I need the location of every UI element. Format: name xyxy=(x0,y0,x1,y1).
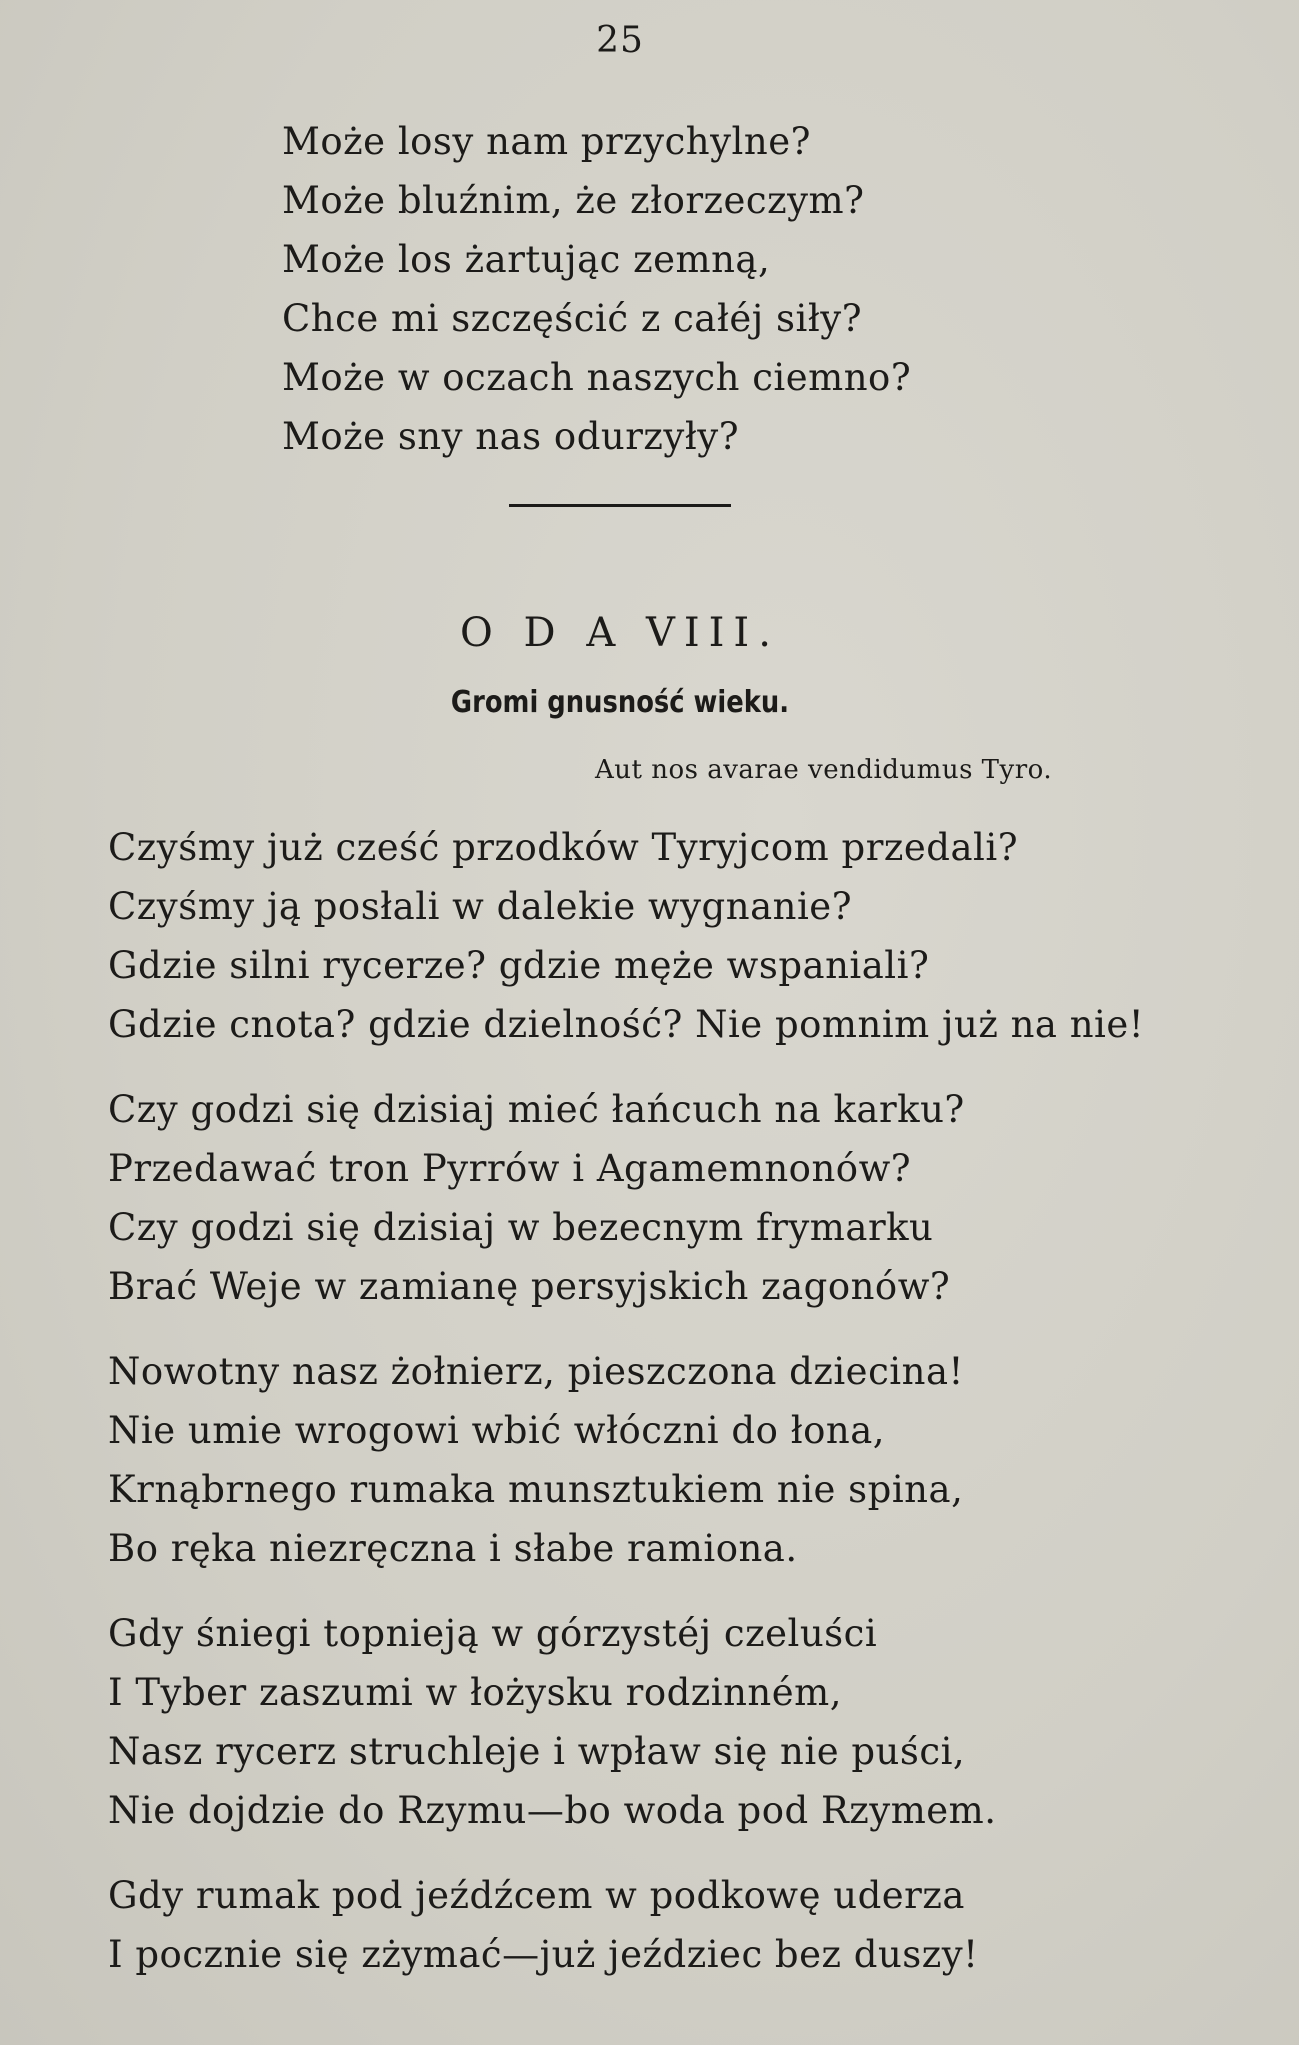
top-stanza xyxy=(282,112,911,466)
verse-line: Nasz rycerz struchleje i wpław się nie puści, xyxy=(108,1730,966,1773)
stanza xyxy=(108,1080,1228,1316)
verse-line: Czy godzi się dzisiaj w bezecnym frymarku xyxy=(108,1206,934,1249)
verse-line: Może losy nam przychylne? xyxy=(282,120,811,163)
verse-line: Może sny nas odurzyły? xyxy=(282,415,740,458)
verse-line: Może los żartując zemną, xyxy=(282,238,771,281)
stanza xyxy=(108,1604,1228,1840)
verse-line: Nie umie wrogowi wbić włóczni do łona, xyxy=(108,1409,886,1452)
verse-line: Chce mi szczęścić z całéj siły? xyxy=(282,297,863,340)
verse-line: Może bluźnim, że złorzeczym? xyxy=(282,179,865,222)
verse-line: Czyśmy już cześć przodków Tyryjcom przedali? xyxy=(108,826,1019,869)
verse-line: I pocznie się zżymać—już jeździec bez duszy! xyxy=(108,1933,979,1976)
verse-line: I Tyber zaszumi w łożysku rodzinném, xyxy=(108,1671,843,1714)
verse-line: Gdzie cnota? gdzie dzielność? Nie pomnim już na nie! xyxy=(108,1003,1145,1046)
stanza xyxy=(108,1342,1228,1578)
verse-line: Nie dojdzie do Rzymu—bo woda pod Rzymem. xyxy=(108,1789,997,1832)
epigraph: Aut nos avarae vendidumus Tyro. xyxy=(595,755,1053,785)
ode-title: O D A VIII. xyxy=(460,610,780,656)
verse-line: Nowotny nasz żołnierz, pieszczona dziecina! xyxy=(108,1350,964,1393)
verse-line: Gdzie silni rycerze? gdzie męże wspaniali? xyxy=(108,944,930,987)
page-number: 25 xyxy=(596,20,644,61)
ode-body xyxy=(108,818,1228,2010)
verse-line: Czy godzi się dzisiaj mieć łańcuch na karku? xyxy=(108,1088,965,1131)
verse-line: Gdy rumak pod jeźdźcem w podkowę uderza xyxy=(108,1874,965,1917)
verse-line: Gdy śniegi topnieją w górzystéj czeluści xyxy=(108,1612,878,1655)
verse-line: Może w oczach naszych ciemno? xyxy=(282,356,912,399)
stanza xyxy=(108,818,1228,1054)
stanza xyxy=(108,1866,1228,1984)
verse-line: Brać Weje w zamianę persyjskich zagonów? xyxy=(108,1265,951,1308)
verse-line: Bo ręka niezręczna i słabe ramiona. xyxy=(108,1527,798,1570)
section-divider xyxy=(509,504,731,507)
verse-line: Przedawać tron Pyrrów i Agamemnonów? xyxy=(108,1147,912,1190)
verse-line: Krnąbrnego rumaka munsztukiem nie spina, xyxy=(108,1468,964,1511)
ode-subtitle: Gromi gnusność wieku. xyxy=(450,685,790,720)
verse-line: Czyśmy ją posłali w dalekie wygnanie? xyxy=(108,885,853,928)
